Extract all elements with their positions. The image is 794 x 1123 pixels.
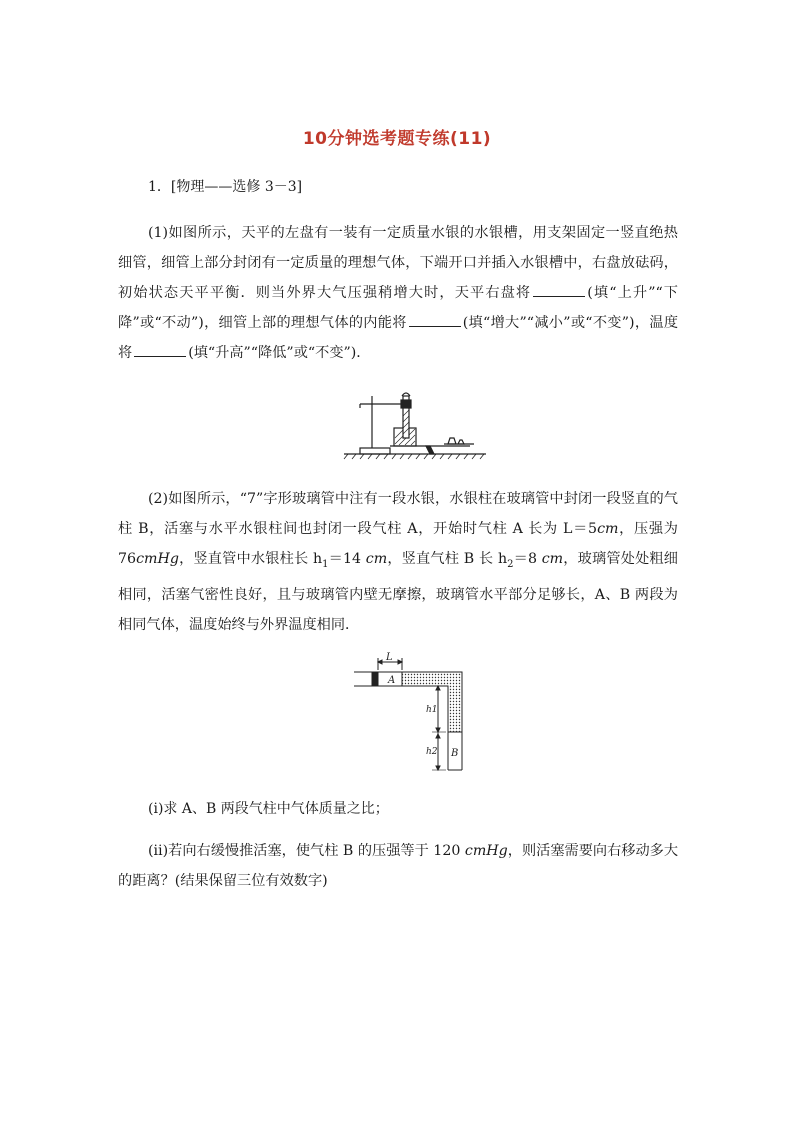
part2-text-7: ，玻璃管处处粗细相同，活塞气密性良好，且与玻璃管内壁无摩擦，玻璃管水平部分足够长，A、B 两段为相同气体，温度始终与外界温度相同． <box>118 551 678 633</box>
part1-paragraph <box>118 218 678 368</box>
answer-blank-2[interactable] <box>409 312 461 327</box>
part2-text-6: ＝8 <box>513 551 542 567</box>
unit-cmhg-2: cmHg <box>464 843 508 859</box>
question-i: (ⅰ)求 A、B 两段气柱中气体质量之比； <box>148 801 389 817</box>
subscript-1: 1 <box>322 558 329 570</box>
tube-figure <box>350 652 470 776</box>
unit-cm-3: cm <box>541 551 564 567</box>
part2-text-4: ＝14 <box>328 551 366 567</box>
question-ii <box>118 836 678 896</box>
part1-text-c: (填“增大”“减小”或“不变”)，温度将 <box>118 315 679 361</box>
label-L: L <box>386 652 393 663</box>
part1-text-b: (填“上升”“下降”或“不动”)，细管上部的理想气体的内能将 <box>118 285 678 331</box>
part1-text-d: (填“升高”“降低”或“不变”)． <box>188 345 371 361</box>
subscript-2: 2 <box>507 558 514 570</box>
label-A: A <box>388 675 396 686</box>
balance-figure <box>340 388 490 460</box>
label-h2: h2 <box>426 747 438 757</box>
unit-cmhg-1: cmHg <box>136 551 179 567</box>
part2-text-2: ，压强为 76 <box>118 521 678 567</box>
question-heading: 1．[物理——选修 3－3] <box>148 179 303 195</box>
answer-blank-3[interactable] <box>134 342 186 357</box>
part2-text-5: ，竖直气柱 B 长 h <box>387 551 508 567</box>
part2-text-3: ，竖直管中水银柱长 h <box>178 551 323 567</box>
label-h1: h1 <box>426 705 438 715</box>
question-ii-text-a: (ⅱ)若向右缓慢推活塞，使气柱 B 的压强等于 120 <box>148 843 465 859</box>
question-ii-text-b: ，则活塞需要向右移动多大的距离？(结果保留三位有效数字) <box>118 843 679 889</box>
page-title: 10分钟选考题专练(11) <box>302 129 492 149</box>
part1-text-a: (1)如图所示，天平的左盘有一装有一定质量水银的水银槽，用支架固定一竖直绝热细管，细管上部分封闭有一定质量的理想气体，下端开口并插入水银槽中，右盘放砝码，初始状态天平平衡．则当外界大气压强稍增大时，天平右盘将 <box>118 225 678 301</box>
answer-blank-1[interactable] <box>533 282 585 297</box>
part2-text-1: (2)如图所示，“7”字形玻璃管中注有一段水银，水银柱在玻璃管中封闭一段竖直的气柱 B，活塞与水平水银柱间也封闭一段气柱 A，开始时气柱 A 长为 L＝5 <box>118 491 678 537</box>
part2-paragraph <box>118 484 678 640</box>
unit-cm-1: cm <box>597 521 619 537</box>
unit-cm-2: cm <box>365 551 388 567</box>
label-B: B <box>451 748 459 759</box>
